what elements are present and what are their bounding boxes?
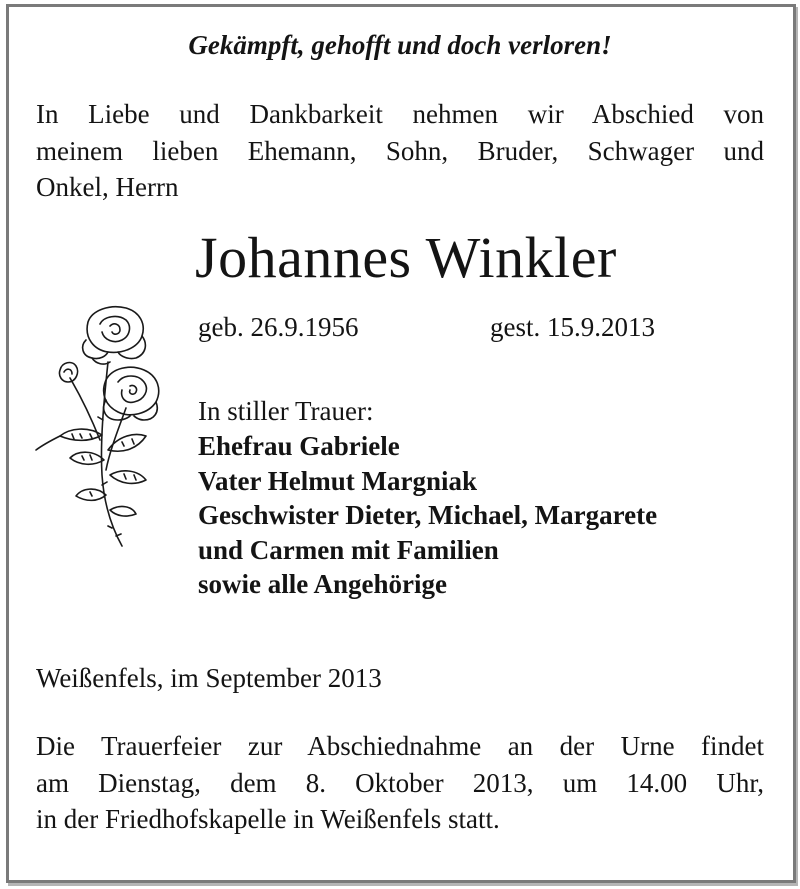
mourner-entry: Ehefrau Gabriele — [198, 431, 400, 461]
intro-line: Onkel, Herrn — [36, 172, 179, 202]
life-dates — [198, 310, 655, 344]
intro-line: meinem lieben Ehemann, Sohn, Bruder, Schwager und — [36, 135, 764, 166]
motto-heading: Gekämpft, gehofft und doch verloren! — [188, 30, 612, 60]
mourners-list — [198, 429, 768, 602]
mourning-label: In stiller Trauer: — [198, 396, 374, 426]
death-date: gest. 15.9.2013 — [490, 312, 655, 342]
intro-line: In Liebe und Dankbarkeit nehmen wir Abschied von — [36, 99, 764, 129]
service-line: am Dienstag, dem 8. Oktober 2013, um 14.00 Uhr, — [36, 767, 764, 798]
funeral-service-text — [36, 728, 764, 838]
place-and-date: Weißenfels, im September 2013 — [36, 663, 382, 693]
deceased-name: Johannes Winkler — [195, 225, 617, 290]
mourner-entry: Geschwister Dieter, Michael, Margarete — [198, 500, 658, 530]
rose-icon — [30, 300, 170, 550]
mourner-entry: Vater Helmut Margniak — [198, 465, 477, 496]
service-line: in der Friedhofskapelle in Weißenfels statt. — [36, 804, 500, 834]
mourner-entry: sowie alle Angehörige — [198, 569, 447, 599]
birth-date: geb. 26.9.1956 — [198, 312, 359, 342]
intro-text — [36, 96, 764, 206]
mourner-entry: und Carmen mit Familien — [198, 534, 499, 565]
service-line: Die Trauerfeier zur Abschiednahme an der Urne findet — [36, 731, 764, 761]
